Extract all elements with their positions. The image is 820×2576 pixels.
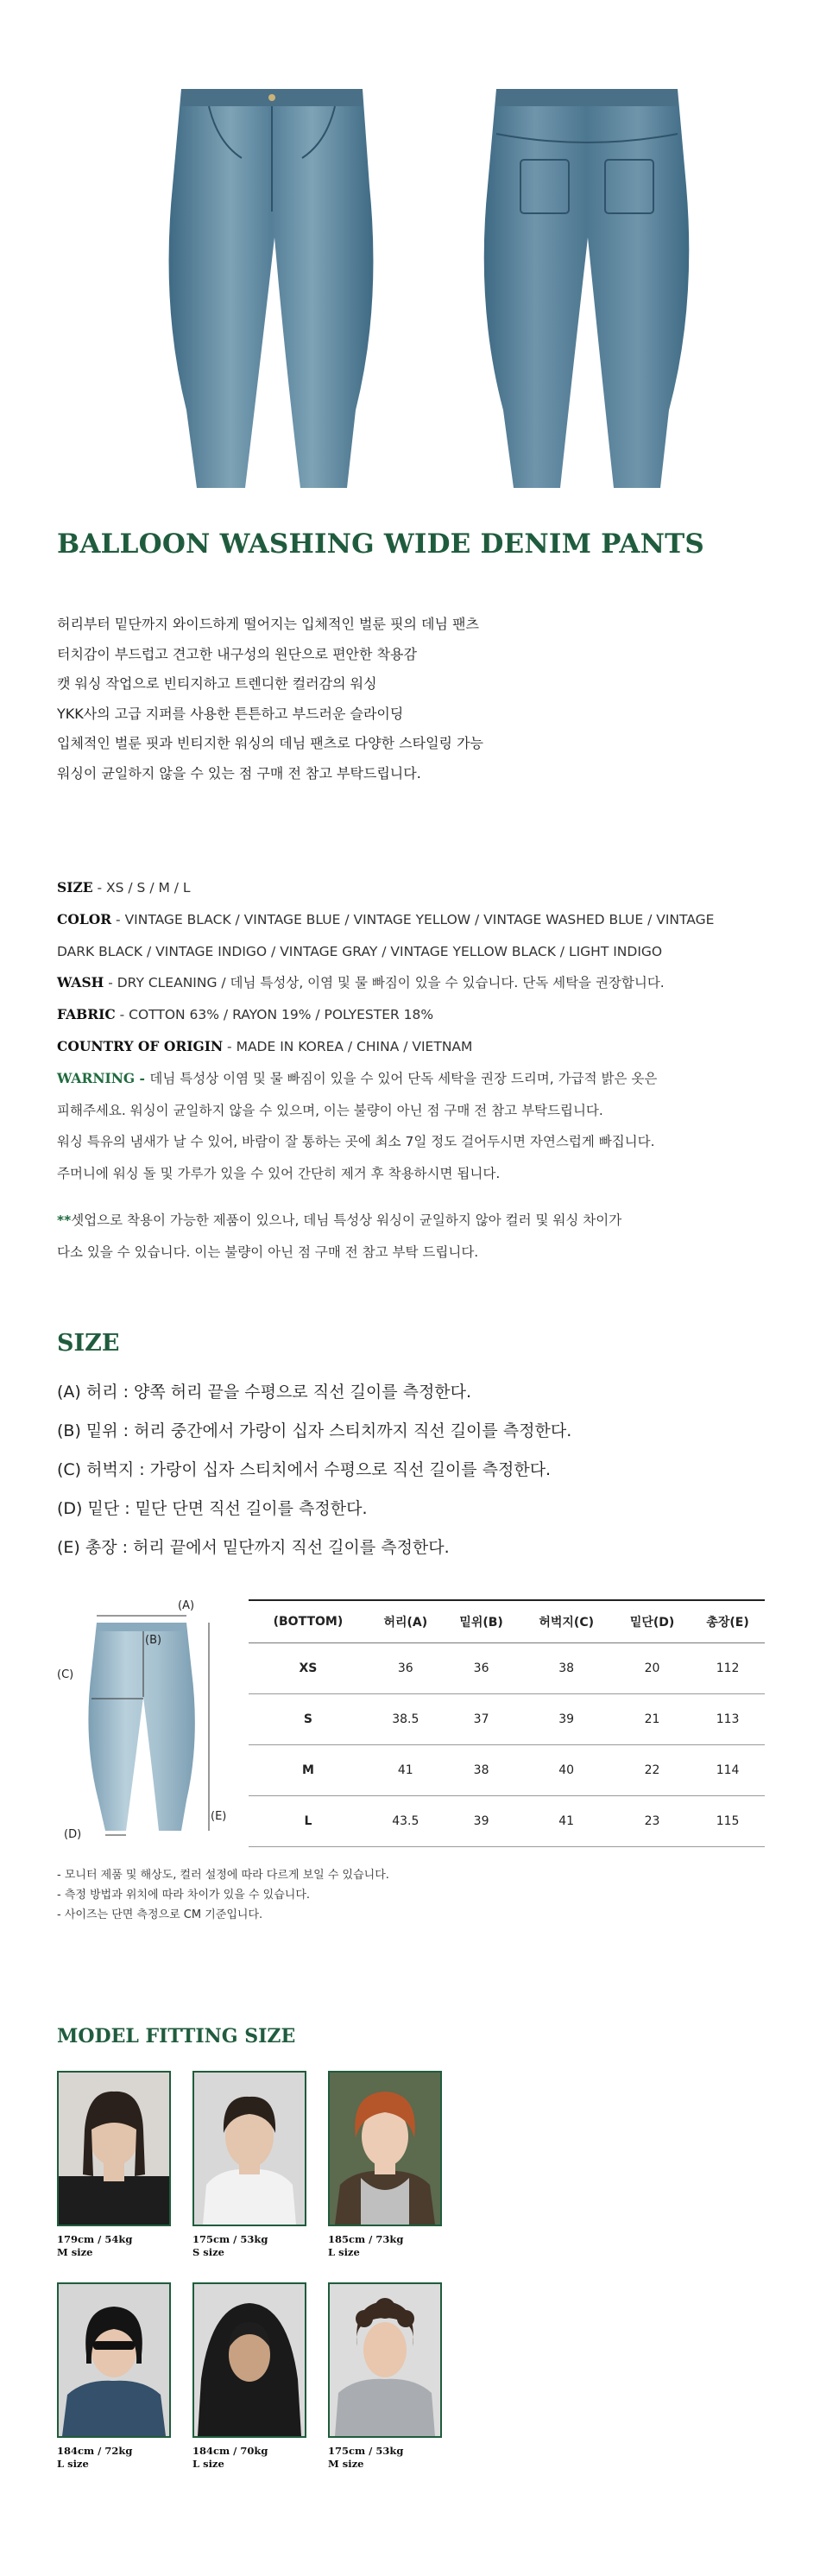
table-cell: 39 [519, 1694, 614, 1745]
size-diagram [57, 1593, 247, 1839]
model-stats: 185cm / 73kg [328, 2233, 404, 2245]
table-cell: 41 [368, 1745, 444, 1796]
table-cell: 113 [691, 1694, 765, 1745]
diagram-label-c: (C) [57, 1668, 74, 1681]
spec-value: - VINTAGE BLACK / VINTAGE BLUE / VINTAGE YELLOW / VINTAGE WASHED BLUE / VINTAGE [111, 911, 715, 927]
setup-note [57, 1205, 621, 1269]
spec-label: COUNTRY OF ORIGIN [57, 1037, 224, 1054]
table-row [249, 1643, 765, 1694]
warning-text: 데님 특성상 이염 및 물 빠짐이 있을 수 있어 단독 세탁을 권장 드리며, 가급적 밝은 옷은 [149, 1070, 658, 1086]
table-cell: 22 [614, 1745, 691, 1796]
jeans-back-image [470, 82, 703, 488]
spec-fabric [57, 999, 791, 1031]
note-line [57, 1205, 621, 1237]
warning-label: WARNING - [57, 1069, 150, 1086]
diagram-label-a: (A) [178, 1599, 195, 1612]
header-cell: 총장(E) [691, 1600, 765, 1643]
measurement-line: (C) 허벅지 : 가랑이 십자 스티치에서 수평으로 직선 길이를 측정한다. [57, 1460, 552, 1479]
description-line: 입체적인 벌룬 핏과 빈티지한 워싱의 데님 팬츠로 다양한 스타일링 가능 [57, 735, 483, 751]
model-photo [192, 2282, 306, 2438]
model-card [328, 2282, 442, 2471]
description-line: 워싱이 균일하지 않을 수 있는 점 구매 전 참고 부탁드립니다. [57, 764, 421, 782]
note-text: 셋업으로 착용이 가능한 제품이 있으나, 데님 특성상 워싱이 균일하지 않아 컬러 및 워싱 차이가 [71, 1212, 622, 1228]
model-card [192, 2071, 306, 2259]
size-table [249, 1599, 765, 1847]
table-cell: 21 [614, 1694, 691, 1745]
spec-value: - XS / S / M / L [92, 880, 191, 896]
table-row [249, 1796, 765, 1847]
table-cell: 20 [614, 1643, 691, 1694]
size-notes [57, 1865, 389, 1925]
model-caption [192, 2233, 306, 2259]
table-cell: 40 [519, 1745, 614, 1796]
spec-origin [57, 1031, 791, 1063]
diagram-label-e: (E) [211, 1810, 227, 1823]
model-size: M size [57, 2246, 93, 2258]
table-cell: 38 [519, 1643, 614, 1694]
model-photo [192, 2071, 306, 2226]
size-cell: L [249, 1796, 368, 1847]
table-cell: 114 [691, 1745, 765, 1796]
spec-value: - COTTON 63% / RAYON 19% / POLYESTER 18% [115, 1007, 434, 1023]
model-stats: 184cm / 72kg [57, 2445, 133, 2457]
description-line: 캣 워싱 작업으로 빈티지하고 트렌디한 컬러감의 워싱 [57, 675, 377, 692]
model-photo [328, 2071, 442, 2226]
note-line: 다소 있을 수 있습니다. 이는 불량이 아닌 점 구매 전 참고 부탁 드립니다. [57, 1244, 479, 1260]
warning-text: 워싱 특유의 냄새가 날 수 있어, 바람이 잘 통하는 곳에 최소 7일 정도 걸어두시면 자연스럽게 빠집니다. [57, 1134, 655, 1150]
table-cell: 43.5 [368, 1796, 444, 1847]
size-note: - 사이즈는 단면 측정으로 CM 기준입니다. [57, 1908, 263, 1921]
size-section-title: SIZE [57, 1330, 120, 1357]
size-cell: S [249, 1694, 368, 1745]
model-stats: 179cm / 54kg [57, 2233, 133, 2245]
table-row [249, 1694, 765, 1745]
spec-label: COLOR [57, 910, 112, 927]
table-cell: 41 [519, 1796, 614, 1847]
product-specs [57, 872, 791, 1190]
model-caption [192, 2445, 306, 2471]
size-note: - 측정 방법과 위치에 따라 차이가 있을 수 있습니다. [57, 1889, 311, 1902]
table-cell: 112 [691, 1643, 765, 1694]
header-cell: 밑단(D) [614, 1600, 691, 1643]
table-cell: 38 [444, 1745, 520, 1796]
description-line: YKK사의 고급 지퍼를 사용한 튼튼하고 부드러운 슬라이딩 [57, 705, 404, 722]
model-size: S size [192, 2246, 224, 2258]
description-line: 허리부터 밑단까지 와이드하게 떨어지는 입체적인 벌룬 핏의 데님 팬츠 [57, 616, 479, 632]
warning-text: 주머니에 워싱 돌 및 가루가 있을 수 있어 간단히 제거 후 착용하시면 됩니다. [57, 1166, 501, 1182]
size-note: - 모니터 제품 및 해상도, 컬러 설정에 따라 다르게 보일 수 있습니다. [57, 1869, 389, 1882]
note-star: ** [57, 1212, 72, 1228]
spec-wash [57, 967, 791, 999]
header-cell: (BOTTOM) [249, 1600, 368, 1643]
model-stats: 184cm / 70kg [192, 2445, 268, 2457]
spec-label: SIZE [57, 879, 93, 896]
size-cell: XS [249, 1643, 368, 1694]
model-card [57, 2071, 171, 2259]
model-photo [328, 2282, 442, 2438]
model-card [328, 2071, 442, 2259]
spec-label: FABRIC [57, 1006, 116, 1023]
model-stats: 175cm / 53kg [192, 2233, 268, 2245]
table-cell: 115 [691, 1796, 765, 1847]
spec-color [57, 904, 791, 936]
measurement-line: (B) 밑위 : 허리 중간에서 가랑이 십자 스티치까지 직선 길이를 측정한다. [57, 1421, 572, 1440]
size-table-header [249, 1600, 765, 1643]
spec-label: WASH [57, 974, 104, 991]
table-row [249, 1745, 765, 1796]
spec-value: - DRY CLEANING / 데님 특성상, 이염 및 물 빠짐이 있을 수 있습니다. 단독 세탁을 권장합니다. [104, 975, 665, 991]
model-size: L size [328, 2246, 360, 2258]
header-cell: 허리(A) [368, 1600, 444, 1643]
model-size: M size [328, 2458, 364, 2470]
model-card [192, 2282, 306, 2471]
model-size: L size [57, 2458, 89, 2470]
measurement-line: (E) 총장 : 허리 끝에서 밑단까지 직선 길이를 측정한다. [57, 1538, 450, 1557]
measurement-line: (D) 밑단 : 밑단 단면 직선 길이를 측정한다. [57, 1499, 368, 1518]
jeans-front-image [155, 82, 388, 488]
product-title: BALLOON WASHING WIDE DENIM PANTS [57, 528, 705, 560]
model-caption [328, 2445, 442, 2471]
table-cell: 38.5 [368, 1694, 444, 1745]
model-size: L size [192, 2458, 224, 2470]
header-cell: 밑위(B) [444, 1600, 520, 1643]
header-cell: 허벅지(C) [519, 1600, 614, 1643]
table-cell: 37 [444, 1694, 520, 1745]
model-photo [57, 2282, 171, 2438]
product-description [57, 610, 483, 788]
model-caption [328, 2233, 442, 2259]
table-cell: 39 [444, 1796, 520, 1847]
model-fitting-title: MODEL FITTING SIZE [57, 2025, 296, 2048]
model-photo [57, 2071, 171, 2226]
model-card [57, 2282, 171, 2471]
spec-color-cont: DARK BLACK / VINTAGE INDIGO / VINTAGE GRAY / VINTAGE YELLOW BLACK / LIGHT INDIGO [57, 943, 663, 959]
diagram-label-d: (D) [64, 1828, 82, 1839]
size-cell: M [249, 1745, 368, 1796]
spec-size [57, 872, 791, 904]
model-stats: 175cm / 53kg [328, 2445, 404, 2457]
model-caption [57, 2233, 171, 2259]
model-caption [57, 2445, 171, 2471]
spec-warning [57, 1063, 791, 1095]
warning-text: 피해주세요. 워싱이 균일하지 않을 수 있으며, 이는 불량이 아닌 점 구매 전 참고 부탁드립니다. [57, 1102, 603, 1118]
spec-value: - MADE IN KOREA / CHINA / VIETNAM [223, 1038, 473, 1054]
description-line: 터치감이 부드럽고 견고한 내구성의 원단으로 편안한 착용감 [57, 645, 417, 662]
measurement-line: (A) 허리 : 양쪽 허리 끝을 수평으로 직선 길이를 측정한다. [57, 1383, 472, 1402]
table-cell: 36 [444, 1643, 520, 1694]
diagram-label-b: (B) [145, 1634, 162, 1647]
table-cell: 23 [614, 1796, 691, 1847]
table-cell: 36 [368, 1643, 444, 1694]
measurement-guide [57, 1373, 571, 1567]
